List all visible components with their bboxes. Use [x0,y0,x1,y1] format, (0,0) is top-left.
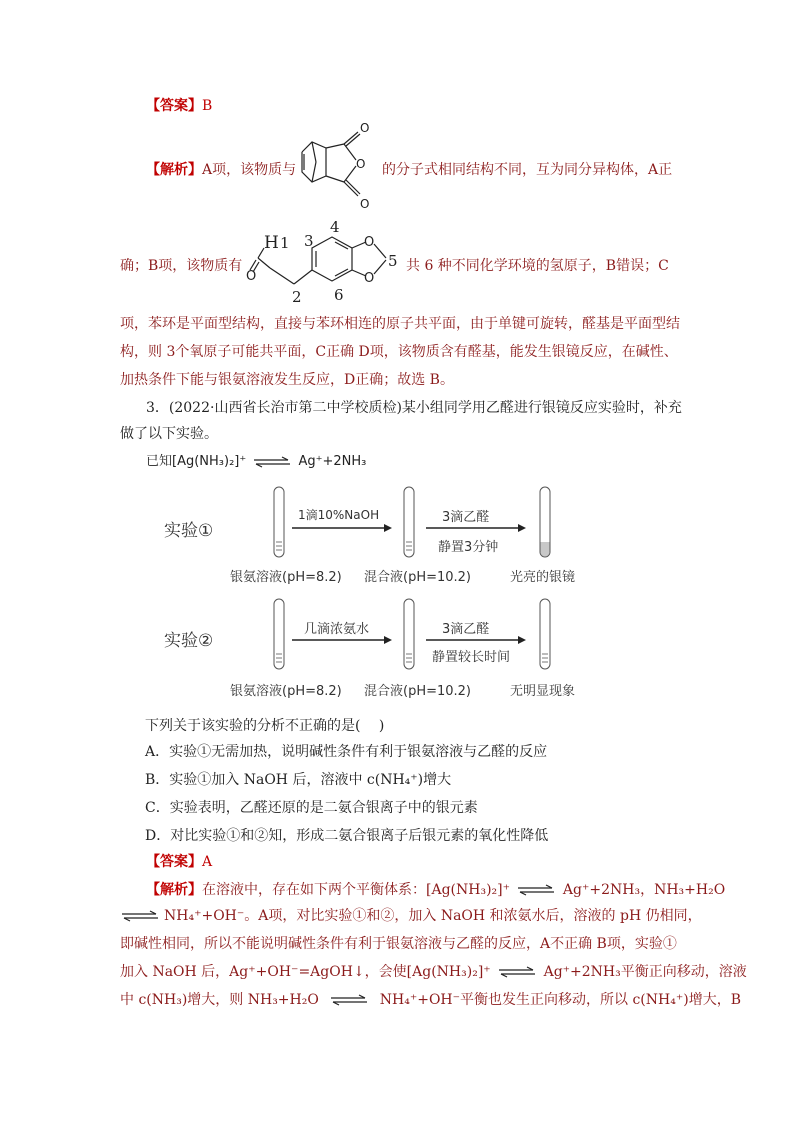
exp2-arrow-1-label: 几滴浓氨水 [304,622,370,637]
answer-tag: 【答案】 [146,98,202,114]
exp2-tube-1 [272,598,286,674]
mol2-o-aldehyde: O [246,269,257,284]
analysis-2-line-4: 加入 NaOH 后，Ag⁺+OH⁻=AgOH↓，会使[Ag(NH₃)₂]⁺ Ag⁺+2NH₃平衡正向移动，溶液 [120,964,747,980]
analysis-1-line-5: 加热条件下能与银氨溶液发生反应，D正确；故选 B。 [120,372,454,388]
exp2-label: 实验② [164,631,214,651]
analysis-2-line-2: NH₄⁺+OH⁻。A项，对比实验①和②，加入 NaOH 和浓氨水后，溶液的 pH 仍相同， [120,906,702,926]
analysis-2-line-1: 【解析】在溶液中，存在如下两个平衡体系：[Ag(NH₃)₂]⁺ Ag⁺+2NH₃，NH₃+H₂O [146,882,726,898]
answer-2: 【答案】A [146,854,213,870]
equilibrium-arrow-icon [252,456,292,468]
analysis-1-line-1b: 的分子式相同结构不同，互为同分异构体，A正 [382,162,673,178]
exp2-arrow-2-bottom: 静置较长时间 [432,650,511,665]
exp2-tube-2-label: 混合液(pH=10.2) [364,684,472,699]
option-c: C．实验表明，乙醛还原的是二氨合银离子中的银元素 [145,800,478,816]
analysis-1-line-1: 【解析】A项，该物质与 [146,162,297,178]
analysis-1-line-2a: 确；B项，该物质有 [120,258,243,274]
option-b: B．实验①加入 NaOH 后，溶液中 c(NH₄⁺)增大 [145,772,452,788]
exp2-tube-1-label: 银氨溶液(pH=8.2) [230,684,342,699]
analysis-1-line-4: 构，则 3个氧原子可能共平面，C正确 D项，该物质含有醛基，能发生银镜反应，在碱性、 [120,344,678,360]
exp1-tube-2-label: 混合液(pH=10.2) [364,570,472,585]
exp1-tube-1 [272,486,286,562]
mol2-h: H [264,233,279,253]
exp1-arrow-2-top: 3滴乙醛 [442,510,490,525]
exp2-tube-3 [538,598,552,674]
mol2-o-bottom: O [364,271,375,286]
mol1-o-bottom: O [360,197,370,211]
known-equation: 已知[Ag(NH₃)₂]⁺ Ag⁺+2NH₃ [146,454,367,469]
mol1-o-top: O [360,121,370,135]
exp1-arrow-1-label: 1滴10%NaOH [298,508,380,522]
question-prompt: 下列关于该实验的分析不正确的是( ) [145,718,385,734]
analysis-1-line-3: 项，苯环是平面型结构，直接与苯环相连的原子共平面，由于单键可旋转，醛基是平面型结 [120,316,680,332]
exp2-tube-2 [402,598,416,674]
exp1-tube-2 [402,486,416,562]
exp1-arrow-1 [292,522,392,534]
analysis-2-line-5: 中 c(NH₃)增大，则 NH₃+H₂O NH₄⁺+OH⁻平衡也发生正向移动，所以 c(NH₄⁺)增大，B [120,992,741,1008]
mol2-label-3: 3 [304,232,314,250]
mol2-o-top: O [364,235,375,250]
option-d: D．对比实验①和②知，形成二氨合银离子后银元素的氧化性降低 [145,828,549,844]
exp2-tube-3-label: 无明显现象 [510,684,576,699]
equilibrium-arrow-icon [329,994,369,1006]
option-a: A．实验①无需加热，说明碱性条件有利于银氨溶液与乙醛的反应 [145,744,548,760]
exp1-arrow-2-bottom: 静置3分钟 [438,540,499,555]
answer-1 [146,96,212,116]
question-line-2: 做了以下实验。 [120,426,218,442]
mol2-label-6: 6 [334,286,344,304]
analysis-tag: 【解析】 [146,162,202,178]
exp1-tube-1-label: 银氨溶液(pH=8.2) [230,570,342,585]
exp1-tube-3-label: 光亮的银镜 [510,570,576,585]
exp2-arrow-2-top: 3滴乙醛 [442,622,490,637]
mol2-label-2: 2 [292,288,302,306]
mol1-o-mid: O [356,157,366,171]
exp1-label: 实验① [164,521,214,541]
question-line-1: 3．(2022·山西省长治市第二中学校质检)某小组同学用乙醛进行银镜反应实验时，补充 [146,400,682,416]
aldehyde-molecule-structure [246,218,418,310]
equilibrium-arrow-icon [497,966,537,978]
analysis-1-line-2b: 共 6 种不同化学环境的氢原子，B错误；C [406,258,669,274]
anhydride-structure [298,118,378,218]
equilibrium-arrow-icon [516,884,556,896]
answer-value: B [202,98,213,114]
exp1-tube-3-silver-mirror [538,486,552,562]
mol2-label-5: 5 [388,252,398,270]
analysis-2-line-3: 即碱性相同，所以不能说明碱性条件有利于银氨溶液与乙醛的反应，A不正确 B项，实验① [120,936,677,952]
equilibrium-arrow-icon [120,910,160,922]
mol2-label-1: 1 [280,234,290,252]
mol2-label-4: 4 [330,218,340,236]
